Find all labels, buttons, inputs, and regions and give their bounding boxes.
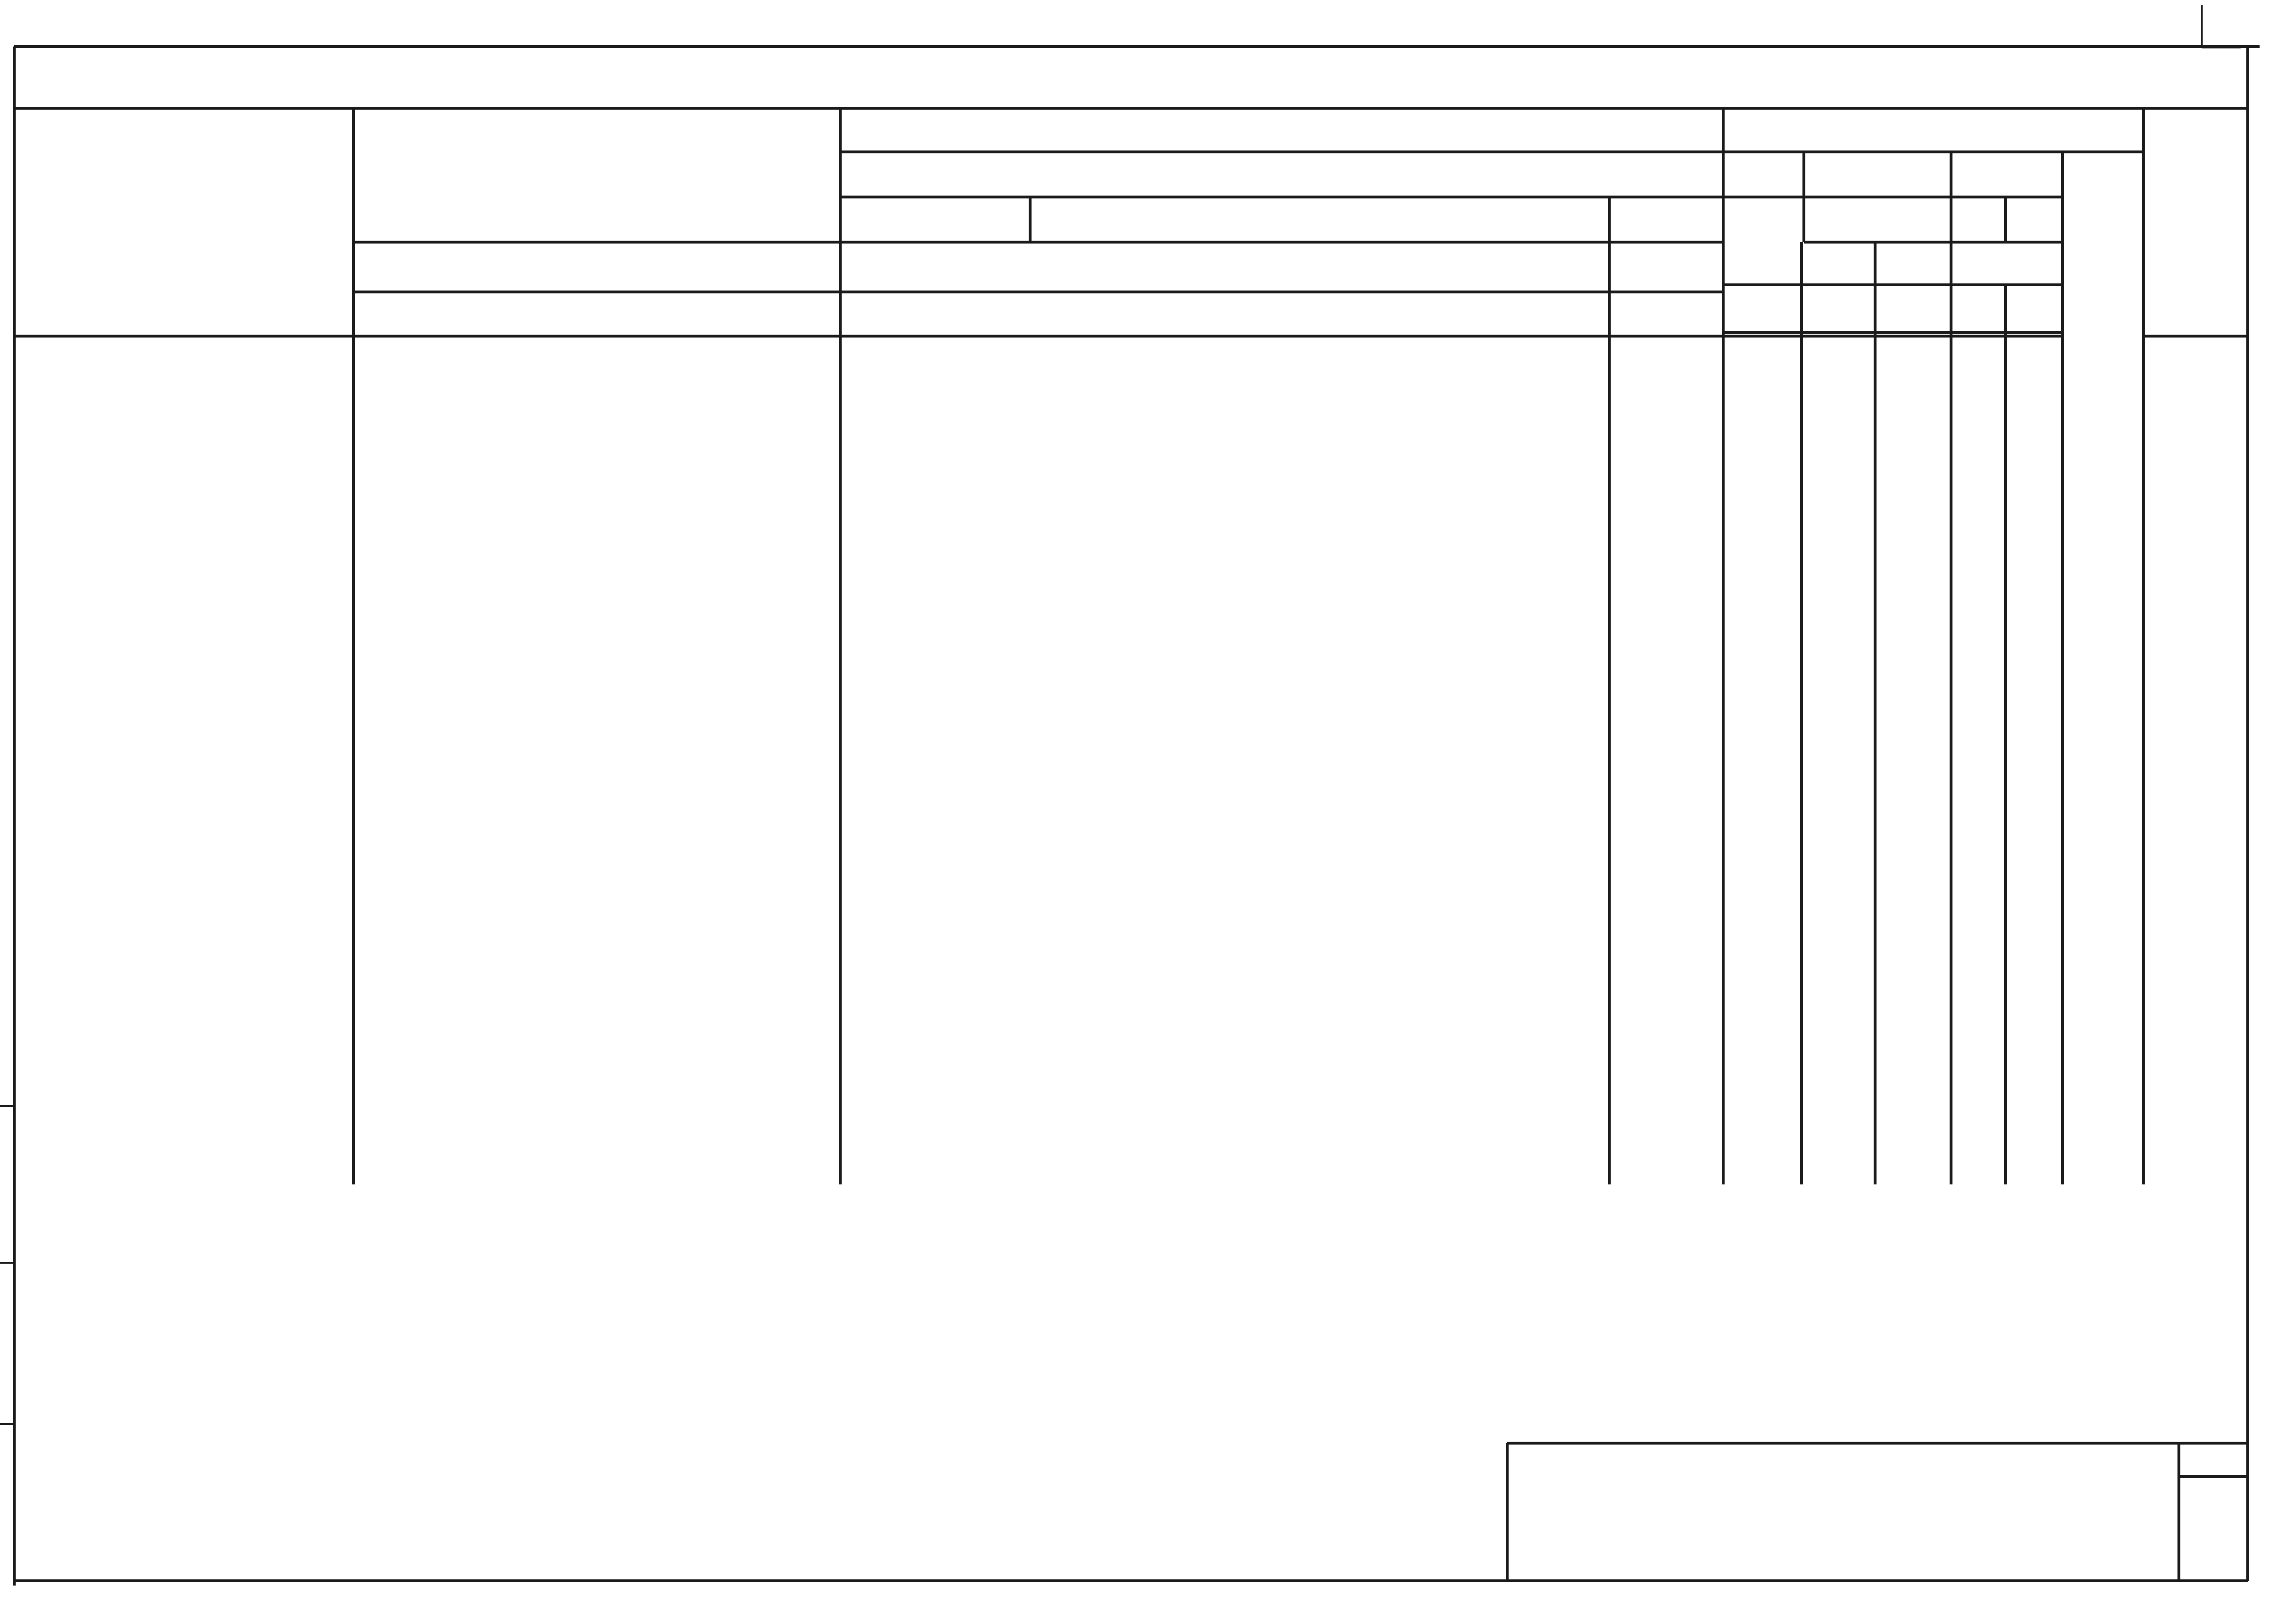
table-header-grid bbox=[354, 108, 2143, 1184]
title-block bbox=[1507, 1443, 2248, 1581]
